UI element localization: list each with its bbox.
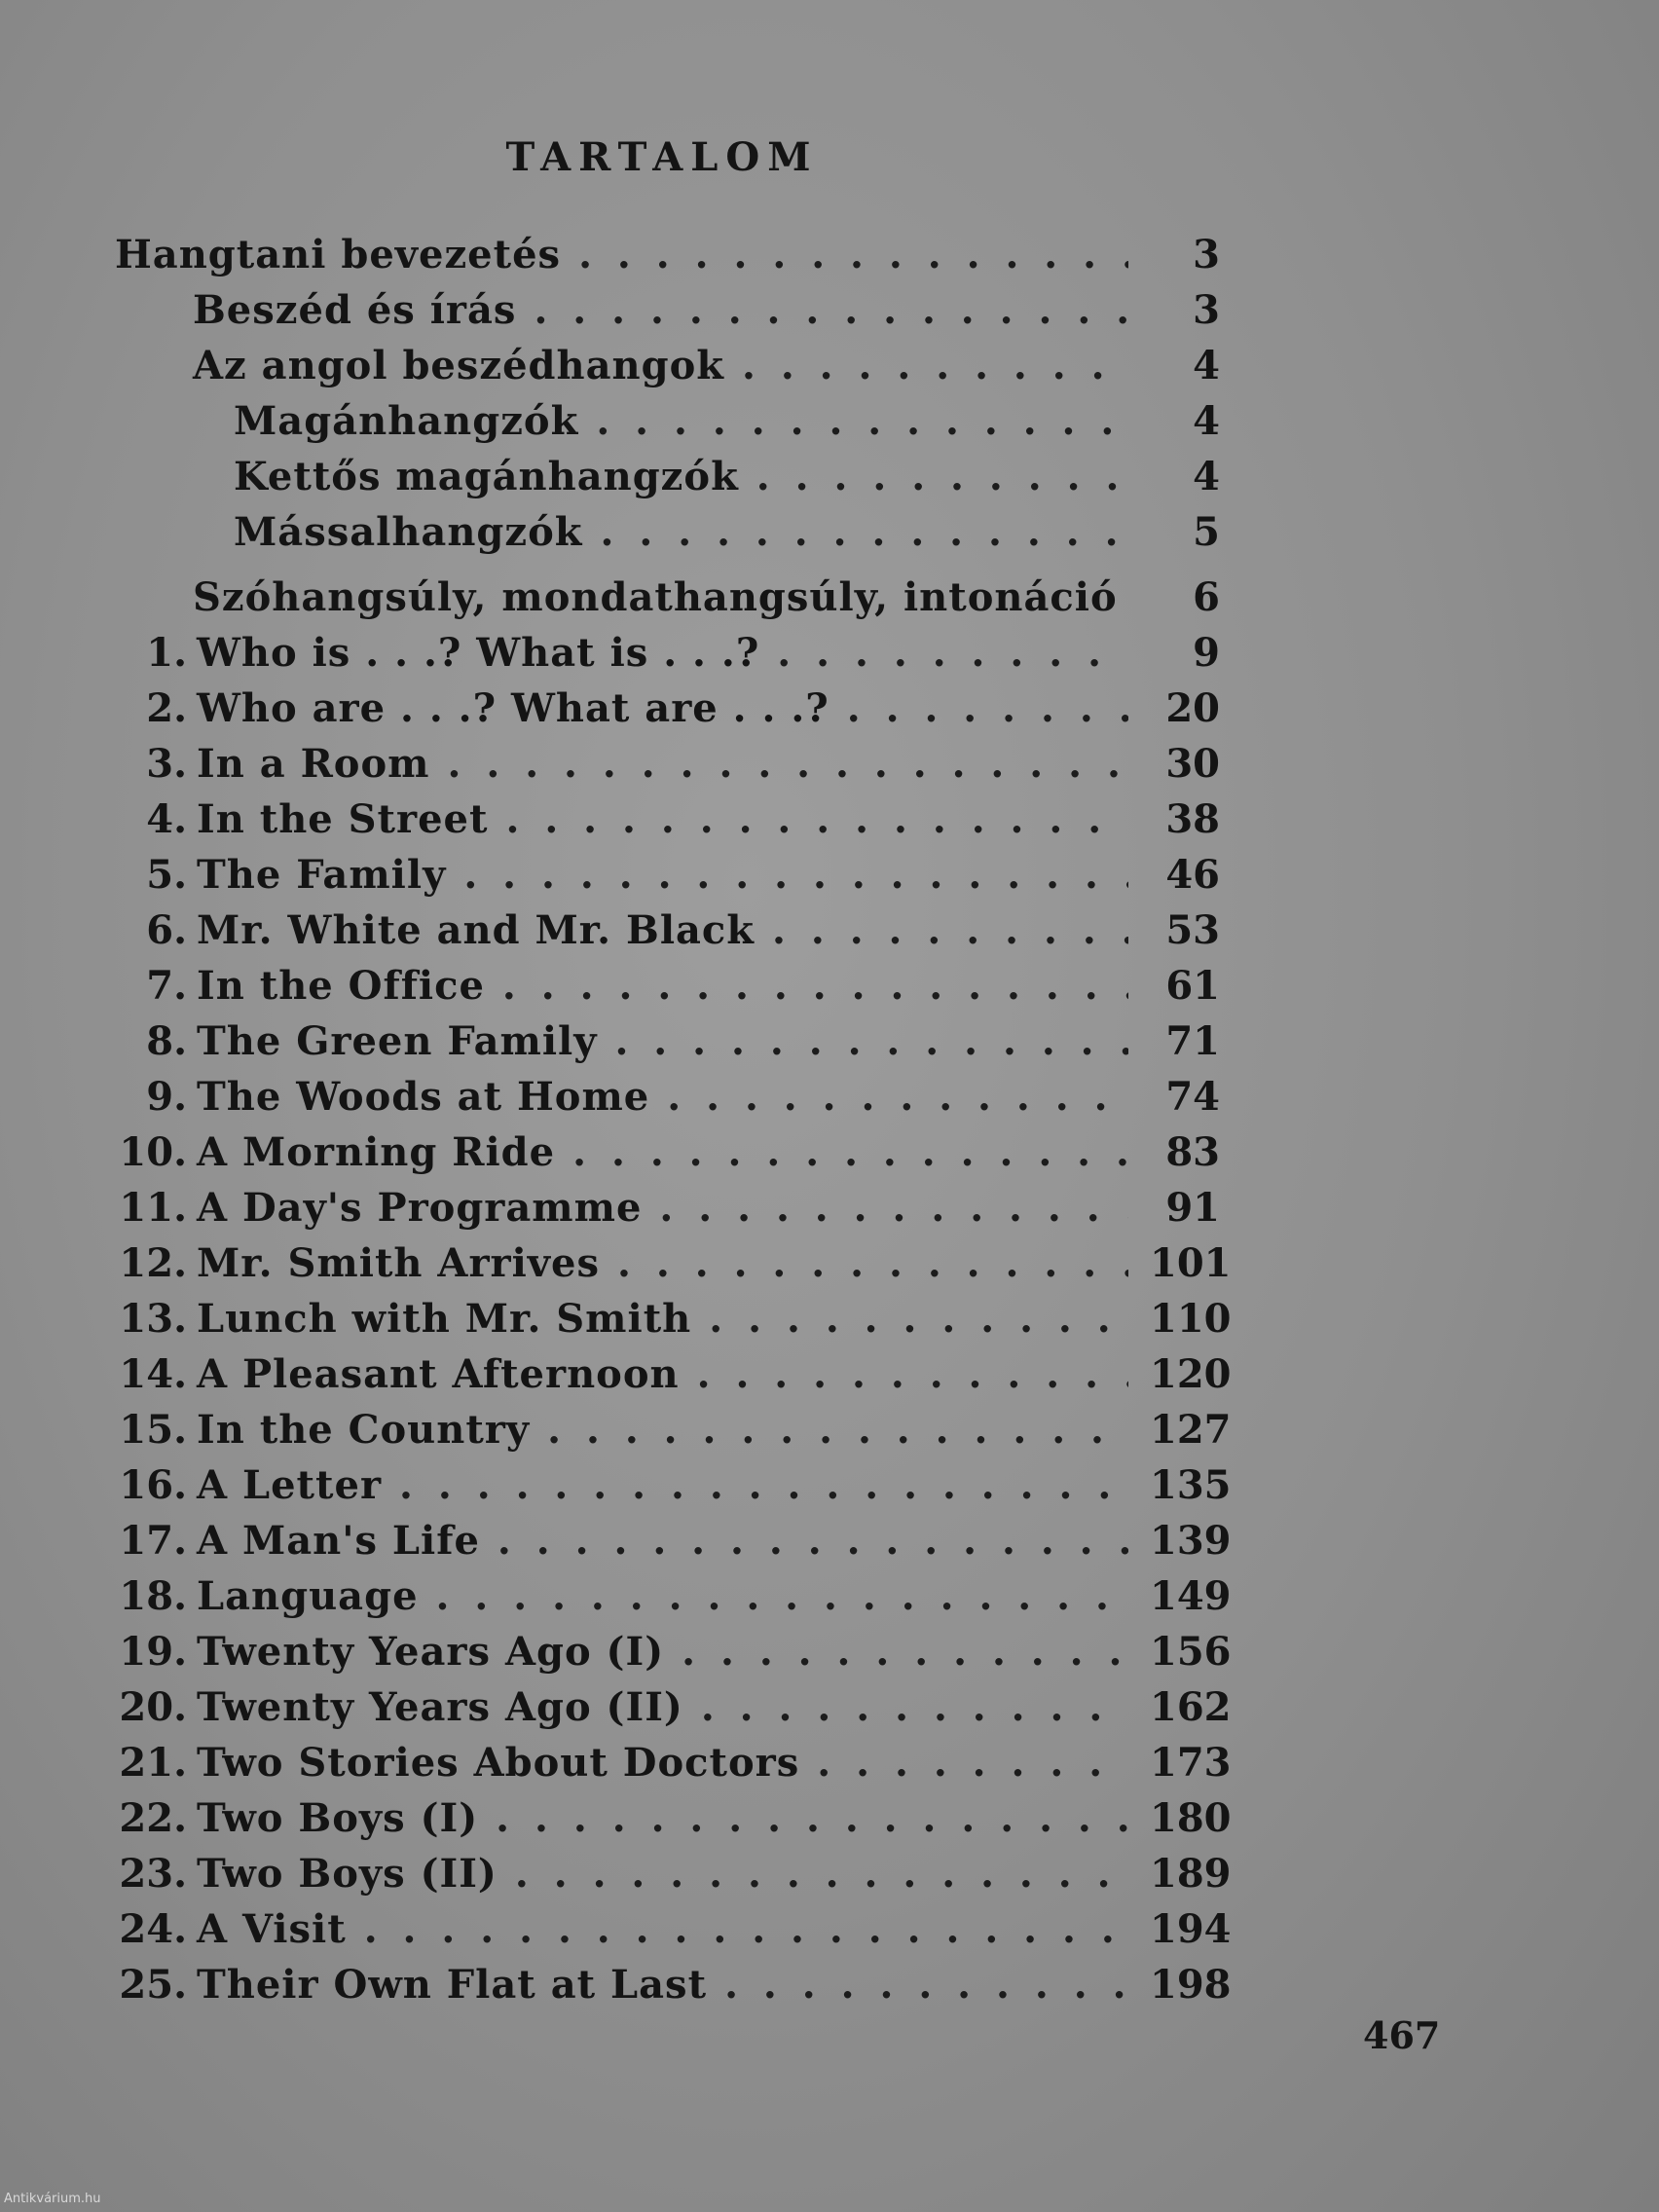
toc-entry xyxy=(115,343,1220,398)
toc-entry-page: 4 xyxy=(1193,454,1220,499)
toc-entry-label: Lunch with Mr. Smith xyxy=(197,1296,692,1342)
toc-entry xyxy=(115,907,1220,963)
toc-entry-page: 30 xyxy=(1165,741,1220,787)
toc-entry-page: 162 xyxy=(1150,1684,1232,1730)
toc-entry-page: 101 xyxy=(1150,1240,1232,1286)
toc-entry-page: 173 xyxy=(1150,1740,1232,1786)
lesson-number: 3. xyxy=(146,741,187,787)
dot-leader xyxy=(502,963,1128,1009)
dot-leader xyxy=(697,1351,1128,1397)
toc-entry-label: Hangtani bevezetés xyxy=(115,232,562,277)
dot-leader xyxy=(399,1462,1128,1508)
toc-entry-label: Az angol beszédhangok xyxy=(193,343,724,388)
toc-entry-page: 5 xyxy=(1193,509,1220,555)
toc-entry-label: Mr. Smith Arrives xyxy=(197,1240,601,1286)
toc-entry-page: 194 xyxy=(1150,1906,1232,1952)
toc-entry-label: Who are . . .? What are . . .? xyxy=(197,685,830,731)
toc-entry-page: 4 xyxy=(1193,343,1220,388)
dot-leader xyxy=(496,1795,1128,1841)
toc-entry xyxy=(115,1407,1232,1462)
lesson-number: 2. xyxy=(146,685,187,731)
toc-entry-label: Their Own Flat at Last xyxy=(197,1962,708,2008)
toc-entry-page: 74 xyxy=(1165,1074,1220,1120)
dot-leader xyxy=(515,1851,1128,1897)
toc-entry-page: 83 xyxy=(1165,1129,1220,1175)
toc-entry-label: Two Boys (II) xyxy=(197,1851,498,1897)
toc-entry-page: 61 xyxy=(1165,963,1220,1009)
toc-entry-page: 46 xyxy=(1165,852,1220,898)
dot-leader xyxy=(463,852,1128,898)
dot-leader xyxy=(436,1573,1128,1619)
toc-entry-page: 71 xyxy=(1165,1018,1220,1064)
lesson-number: 9. xyxy=(146,1074,187,1120)
toc-entry-page: 6 xyxy=(1193,574,1220,620)
toc-entry-page: 135 xyxy=(1150,1462,1232,1508)
toc-entry-page: 91 xyxy=(1165,1185,1220,1231)
toc-entry-page: 4 xyxy=(1193,398,1220,444)
toc-entry xyxy=(115,1684,1232,1740)
toc-entry-label: Kettős magánhangzók xyxy=(234,454,739,499)
toc-entry xyxy=(115,1906,1232,1962)
toc-entry xyxy=(115,1518,1232,1573)
lesson-number: 22. xyxy=(119,1795,187,1841)
dot-leader xyxy=(534,287,1128,333)
toc-entry-label: Magánhangzók xyxy=(234,398,579,444)
toc-entry-label: The Green Family xyxy=(197,1018,598,1064)
lesson-number: 10. xyxy=(119,1129,187,1175)
lesson-number: 16. xyxy=(119,1462,187,1508)
page-number: 467 xyxy=(1363,2013,1441,2057)
dot-leader xyxy=(772,907,1128,953)
dot-leader xyxy=(596,398,1128,444)
lesson-number: 7. xyxy=(146,963,187,1009)
dot-leader xyxy=(601,509,1128,555)
toc-entry xyxy=(115,1740,1232,1795)
toc-entry-page: 20 xyxy=(1165,685,1220,731)
toc-entry xyxy=(115,852,1220,907)
toc-entry-label: Twenty Years Ago (I) xyxy=(197,1629,665,1675)
toc-entry xyxy=(115,1074,1220,1129)
dot-leader xyxy=(701,1684,1128,1730)
toc-entry-page: 3 xyxy=(1193,232,1220,277)
toc-entry-page: 198 xyxy=(1150,1962,1232,2008)
lesson-number: 12. xyxy=(119,1240,187,1286)
lesson-number: 21. xyxy=(119,1740,187,1786)
lesson-number: 14. xyxy=(119,1351,187,1397)
lesson-number: 8. xyxy=(146,1018,187,1064)
dot-leader xyxy=(448,741,1129,787)
lesson-number: 15. xyxy=(119,1407,187,1453)
toc-entry-page: 3 xyxy=(1193,287,1220,333)
toc-entry xyxy=(115,509,1220,565)
dot-leader xyxy=(682,1629,1128,1675)
dot-leader xyxy=(847,685,1128,731)
toc-entry-page: 53 xyxy=(1165,907,1220,953)
toc-entry xyxy=(115,1296,1232,1351)
dot-leader xyxy=(742,343,1128,388)
dot-leader xyxy=(777,630,1128,676)
toc-entry xyxy=(115,1629,1232,1684)
lesson-number: 25. xyxy=(119,1962,187,2008)
toc-entry xyxy=(115,232,1220,287)
dot-leader xyxy=(617,1240,1128,1286)
toc-entry-label: A Letter xyxy=(197,1462,383,1508)
toc-entry xyxy=(115,1851,1232,1906)
toc-entry-label: Who is . . .? What is . . .? xyxy=(197,630,760,676)
toc-entry-label: Two Boys (I) xyxy=(197,1795,479,1841)
toc-entry-page: 38 xyxy=(1165,796,1220,842)
lesson-number: 18. xyxy=(119,1573,187,1619)
toc-entry xyxy=(115,398,1220,454)
toc-entry-page: 180 xyxy=(1150,1795,1232,1841)
toc-entry-label: A Day's Programme xyxy=(197,1185,643,1231)
toc-entry-page: 139 xyxy=(1150,1518,1232,1564)
toc-entry-page: 127 xyxy=(1150,1407,1232,1453)
table-of-contents xyxy=(115,232,1232,2017)
toc-entry-page: 149 xyxy=(1150,1573,1232,1619)
toc-entry-page: 120 xyxy=(1150,1351,1232,1397)
toc-entry-page: 9 xyxy=(1193,630,1220,676)
toc-entry-label: A Pleasant Afternoon xyxy=(197,1351,680,1397)
dot-leader xyxy=(756,454,1128,499)
toc-entry xyxy=(115,741,1220,796)
toc-entry xyxy=(115,1795,1232,1851)
toc-entry xyxy=(115,796,1220,852)
toc-entry-label: Twenty Years Ago (II) xyxy=(197,1684,683,1730)
toc-entry-label: Language xyxy=(197,1573,419,1619)
dot-leader xyxy=(572,1129,1128,1175)
toc-entry-label: Mr. White and Mr. Black xyxy=(197,907,755,953)
toc-entry-label: In the Country xyxy=(197,1407,531,1453)
toc-entry-page: 110 xyxy=(1150,1296,1232,1342)
toc-entry xyxy=(115,630,1220,685)
toc-entry xyxy=(115,1573,1232,1629)
lesson-number: 6. xyxy=(146,907,187,953)
toc-entry-label: Two Stories About Doctors xyxy=(197,1740,800,1786)
toc-entry-label: In the Office xyxy=(197,963,485,1009)
toc-entry xyxy=(115,963,1220,1018)
dot-leader xyxy=(578,232,1128,277)
dot-leader xyxy=(659,1185,1128,1231)
lesson-number: 24. xyxy=(119,1906,187,1952)
toc-entry-label: In the Street xyxy=(197,796,489,842)
dot-leader xyxy=(724,1962,1128,2008)
toc-entry xyxy=(115,1351,1232,1407)
lesson-number: 17. xyxy=(119,1518,187,1564)
toc-entry xyxy=(115,1129,1220,1185)
lesson-number: 19. xyxy=(119,1629,187,1675)
toc-entry-label: A Visit xyxy=(197,1906,347,1952)
lesson-number: 11. xyxy=(119,1185,187,1231)
toc-entry-label: The Family xyxy=(197,852,447,898)
dot-leader xyxy=(364,1906,1128,1952)
toc-entry-label: A Morning Ride xyxy=(197,1129,556,1175)
toc-entry xyxy=(115,1185,1220,1240)
dot-leader xyxy=(614,1018,1128,1064)
dot-leader xyxy=(709,1296,1128,1342)
dot-leader xyxy=(505,796,1128,842)
toc-entry xyxy=(115,1962,1232,2017)
lesson-number: 20. xyxy=(119,1684,187,1730)
toc-entry-page: 156 xyxy=(1150,1629,1232,1675)
toc-entry-label: The Woods at Home xyxy=(197,1074,650,1120)
toc-entry-label: In a Room xyxy=(197,741,430,787)
toc-entry xyxy=(115,454,1220,509)
toc-entry xyxy=(115,1240,1232,1296)
page-title: TARTALOM xyxy=(505,134,819,180)
dot-leader xyxy=(817,1740,1128,1786)
dot-leader xyxy=(498,1518,1128,1564)
toc-entry-label: A Man's Life xyxy=(197,1518,480,1564)
dot-leader xyxy=(547,1407,1128,1453)
toc-entry xyxy=(115,287,1220,343)
toc-entry xyxy=(115,1462,1232,1518)
toc-entry xyxy=(115,685,1220,741)
lesson-number: 4. xyxy=(146,796,187,842)
lesson-number: 23. xyxy=(119,1851,187,1897)
lesson-number: 1. xyxy=(146,630,187,676)
toc-entry xyxy=(115,1018,1220,1074)
lesson-number: 13. xyxy=(119,1296,187,1342)
lesson-number: 5. xyxy=(146,852,187,898)
toc-entry-label: Beszéd és írás xyxy=(193,287,517,333)
toc-entry-label: Szóhangsúly, mondathangsúly, intonáció xyxy=(193,574,1118,620)
watermark: Antikvárium.hu xyxy=(4,2192,101,2206)
toc-entry-page: 189 xyxy=(1150,1851,1232,1897)
toc-entry-label: Mássalhangzók xyxy=(234,509,583,555)
toc-entry xyxy=(115,565,1220,630)
dot-leader xyxy=(667,1074,1128,1120)
